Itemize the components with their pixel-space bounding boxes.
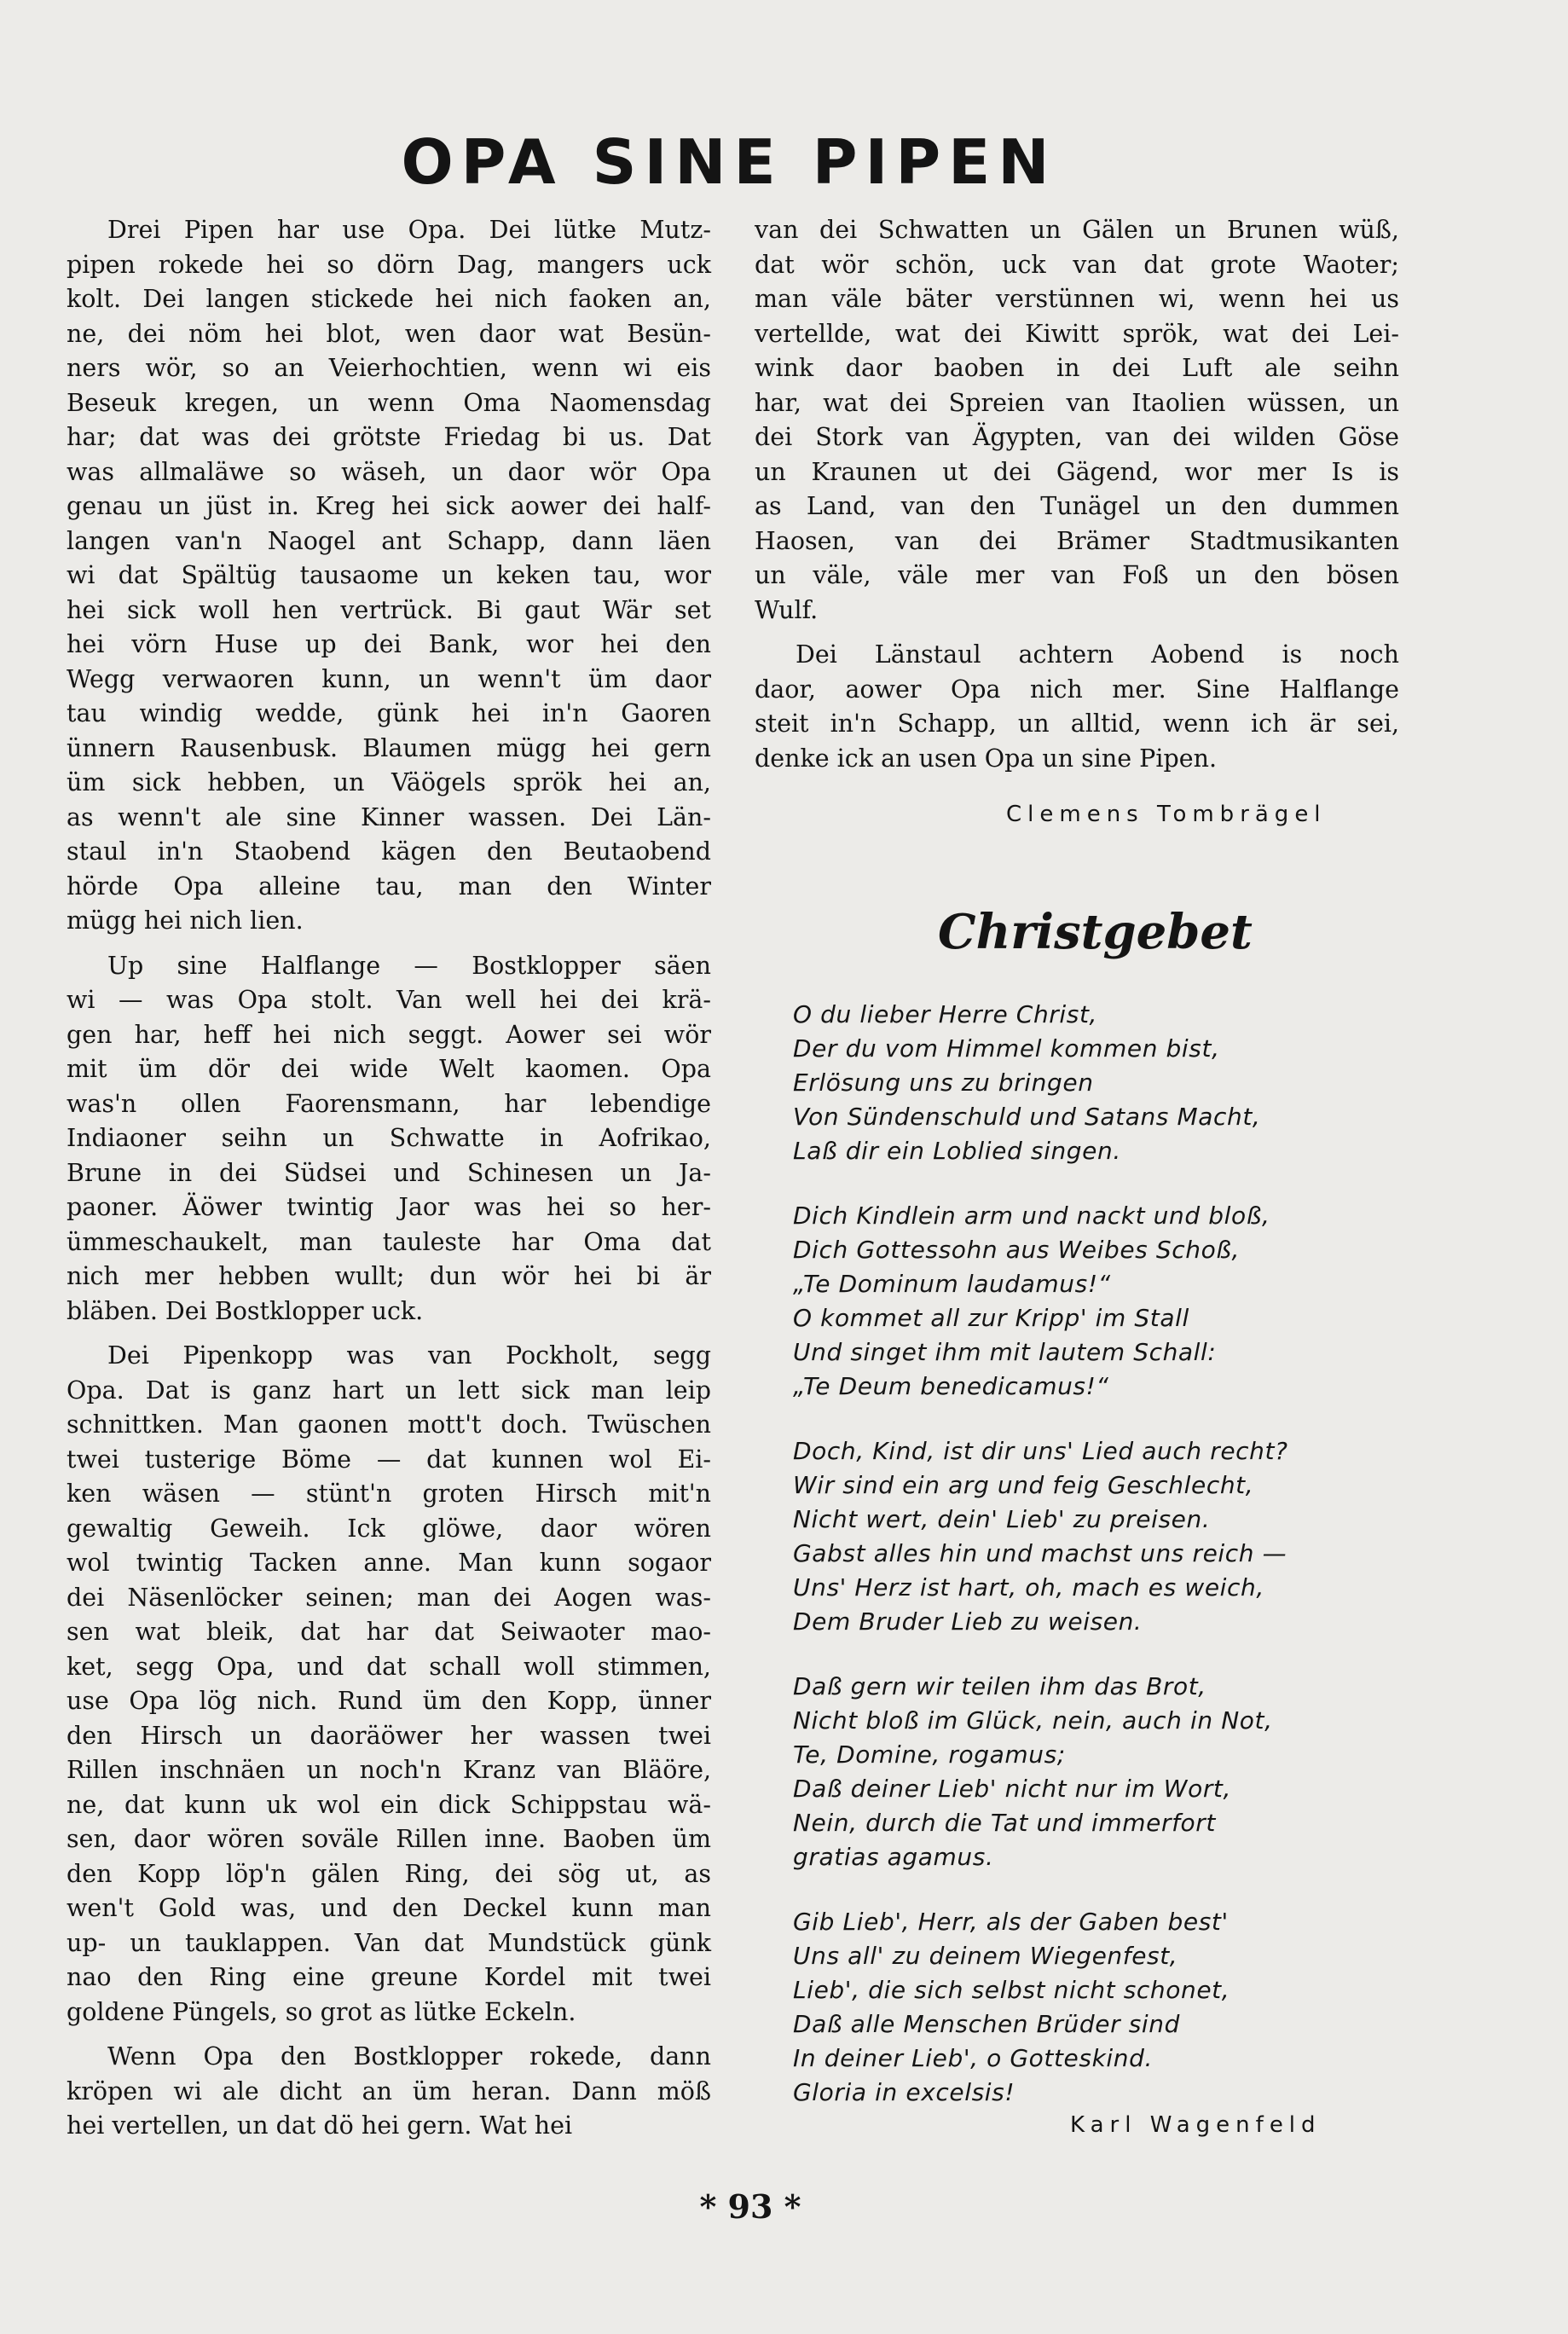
text-line: Opa. Dat is ganz hart un lett sick man leip: [67, 1375, 711, 1404]
poem-line: Te, Domine, rogamus;: [793, 1740, 1066, 1769]
page-number: * 93 *: [699, 2187, 801, 2226]
text-line: gen har, heff hei nich seggt. Aower sei wör: [67, 1020, 711, 1049]
poem-line: Wir sind ein arg und feig Geschlecht,: [793, 1471, 1254, 1499]
article-right-column: [755, 213, 1399, 786]
poem-line: Erlösung uns zu bringen: [793, 1069, 1094, 1097]
text-line: un Kraunen ut dei Gägend, wor mer Is is: [755, 457, 1399, 486]
text-line: hei vertellen, un dat dö hei gern. Wat hei: [67, 2111, 573, 2140]
paragraph: [67, 213, 711, 939]
text-line: Haosen, van dei Brämer Stadtmusikanten: [755, 526, 1399, 555]
text-line: kolt. Dei langen stickede hei nich faoken an,: [67, 285, 711, 313]
text-line: was allmaläwe so wäseh, un daor wör Opa: [67, 457, 711, 486]
text-line: un väle, väle mer van Foß un den bösen: [755, 561, 1399, 589]
text-line: daor, aower Opa nich mer. Sine Halflange: [755, 675, 1399, 704]
text-line: hei sick woll hen vertrück. Bi gaut Wär set: [67, 595, 711, 624]
text-line: ümmeschaukelt, man tauleste har Oma dat: [67, 1227, 711, 1256]
article-left-column: [67, 213, 711, 2154]
text-line: Rillen inschnäen un noch'n Kranz van Bläöre,: [67, 1756, 711, 1784]
text-line: up- un tauklappen. Van dat Mundstück günk: [67, 1928, 711, 1957]
poem-line: Nicht bloß im Glück, nein, auch in Not,: [793, 1706, 1273, 1735]
poem-line: Daß gern wir teilen ihm das Brot,: [793, 1672, 1206, 1700]
text-line: Wulf.: [755, 595, 819, 624]
text-line: wi — was Opa stolt. Van well hei dei krä-: [67, 986, 711, 1014]
text-line: pipen rokede hei so dörn Dag, mangers uck: [67, 250, 711, 279]
text-line: wen't Gold was, und den Deckel kunn man: [67, 1894, 711, 1922]
text-line: mügg hei nich lien.: [67, 906, 304, 935]
text-line: twei tusterige Böme — dat kunnen wol Ei-: [67, 1445, 711, 1474]
poem-line: Und singet ihm mit lautem Schall:: [793, 1338, 1217, 1366]
text-line: use Opa lög nich. Rund üm den Kopp, ünner: [67, 1687, 711, 1715]
text-line: üm sick hebben, un Väögels sprök hei an,: [67, 768, 711, 796]
text-line: har, wat dei Spreien van Itaolien wüssen, un: [755, 388, 1399, 417]
text-line: ne, dei nöm hei blot, wen daor wat Besün-: [67, 319, 711, 348]
text-line: sen wat bleik, dat har dat Seiwaoter mao-: [67, 1618, 711, 1646]
poem-stanza: [793, 998, 1407, 1168]
poem-line: In deiner Lieb', o Gotteskind.: [793, 2044, 1153, 2072]
text-line: steit in'n Schapp, un alltid, wenn ich är sei,: [755, 709, 1399, 738]
text-line: wol twintig Tacken anne. Man kunn sogaor: [67, 1549, 711, 1577]
poem-stanza: [793, 1670, 1407, 1874]
poem-line: gratias agamus.: [793, 1843, 994, 1871]
text-line: as Land, van den Tunägel un den dummen: [755, 492, 1399, 520]
poem-stanza: [793, 1905, 1407, 2110]
text-line: kröpen wi ale dicht an üm heran. Dann möß: [67, 2076, 711, 2105]
paragraph: [755, 638, 1399, 776]
poem-line: Von Sündenschuld und Satans Macht,: [793, 1103, 1261, 1131]
article-title: OPA SINE PIPEN: [401, 126, 1057, 198]
text-line: dei Näsenlöcker seinen; man dei Aogen was-: [67, 1583, 711, 1612]
poem-line: O kommet all zur Kripp' im Stall: [793, 1304, 1189, 1332]
paragraph: [67, 949, 711, 1329]
text-line: bläben. Dei Bostklopper uck.: [67, 1296, 424, 1325]
text-line: gewaltig Geweih. Ick glöwe, daor wören: [67, 1514, 711, 1543]
poem-line: Dem Bruder Lieb zu weisen.: [793, 1607, 1143, 1636]
poem-line: Nicht wert, dein' Lieb' zu preisen.: [793, 1505, 1211, 1533]
text-line: paoner. Äöwer twintig Jaor was hei so her-: [67, 1193, 711, 1221]
poem-line: O du lieber Herre Christ,: [793, 1000, 1098, 1028]
poem-line: Gabst alles hin und machst uns reich —: [793, 1539, 1287, 1567]
text-line: dat wör schön, uck van dat grote Waoter;: [755, 250, 1399, 279]
text-line: staul in'n Staobend kägen den Beutaobend: [67, 837, 711, 866]
text-line: van dei Schwatten un Gälen un Brunen wüß,: [755, 216, 1399, 244]
paragraph: [67, 1339, 711, 2030]
text-line: langen van'n Naogel ant Schapp, dann läen: [67, 526, 711, 555]
text-line: ünnern Rausenbusk. Blaumen mügg hei gern: [67, 733, 711, 762]
poem-line: „Te Deum benedicamus!“: [793, 1372, 1109, 1400]
poem-line: Daß alle Menschen Brüder sind: [793, 2010, 1180, 2038]
text-line: dei Stork van Ägypten, van dei wilden Göse: [755, 423, 1399, 451]
poem-body: [793, 998, 1407, 2140]
poem-line: Nein, durch die Tat und immerfort: [793, 1809, 1216, 1837]
poem-line: Der du vom Himmel kommen bist,: [793, 1034, 1220, 1063]
article-author: Clemens Tombrägel: [1006, 802, 1327, 827]
text-line: goldene Püngels, so grot as lütke Eckeln.: [67, 1997, 576, 2026]
poem-stanza: [793, 1199, 1407, 1404]
text-line: Up sine Halflange — Bostklopper säen: [107, 951, 711, 980]
poem-line: Uns' Herz ist hart, oh, mach es weich,: [793, 1573, 1264, 1601]
poem-line: Dich Kindlein arm und nackt und bloß,: [793, 1202, 1270, 1230]
text-line: Indiaoner seihn un Schwatte in Aofrikao,: [67, 1124, 711, 1152]
text-line: Dei Pipenkopp was van Pockholt, segg: [107, 1341, 711, 1370]
text-line: tau windig wedde, günk hei in'n Gaoren: [67, 699, 711, 727]
text-line: nich mer hebben wullt; dun wör hei bi är: [67, 1262, 711, 1290]
text-line: mit üm dör dei wide Welt kaomen. Opa: [67, 1055, 711, 1083]
poem-stanza: [793, 1434, 1407, 1639]
poem-line: Doch, Kind, ist dir uns' Lied auch recht?: [793, 1437, 1288, 1465]
text-line: man väle bäter verstünnen wi, wenn hei us: [755, 285, 1399, 313]
text-line: hei vörn Huse up dei Bank, wor hei den: [67, 630, 711, 658]
text-line: ket, segg Opa, und dat schall woll stimmen,: [67, 1652, 711, 1681]
text-line: schnittken. Man gaonen mott't doch. Twüschen: [67, 1410, 711, 1439]
text-line: vertellde, wat dei Kiwitt sprök, wat dei Lei-: [755, 319, 1399, 348]
text-line: denke ick an usen Opa un sine Pipen.: [755, 744, 1218, 773]
poem-line: Gib Lieb', Herr, als der Gaben best': [793, 1908, 1229, 1936]
poem-author: Karl Wagenfeld: [1070, 2112, 1322, 2138]
text-line: ne, dat kunn uk wol ein dick Schippstau wä-: [67, 1790, 711, 1819]
text-line: Beseuk kregen, un wenn Oma Naomensdag: [67, 388, 711, 417]
text-line: was'n ollen Faorensmann, har lebendige: [67, 1089, 711, 1118]
poem-line: Gloria in excelsis!: [793, 2078, 1015, 2106]
text-line: Brune in dei Südsei und Schinesen un Ja-: [67, 1158, 711, 1187]
text-line: hörde Opa alleine tau, man den Winter: [67, 872, 711, 901]
poem-line: „Te Dominum laudamus!“: [793, 1270, 1111, 1298]
text-line: genau un jüst in. Kreg hei sick aower dei half-: [67, 492, 711, 520]
text-line: sen, daor wören soväle Rillen inne. Baoben üm: [67, 1825, 711, 1853]
poem-line: Dich Gottessohn aus Weibes Schoß,: [793, 1236, 1241, 1264]
text-line: as wenn't ale sine Kinner wassen. Dei Län-: [67, 802, 711, 831]
text-line: Drei Pipen har use Opa. Dei lütke Mutz-: [107, 216, 711, 244]
text-line: wi dat Spältüg tausaome un keken tau, wor: [67, 561, 711, 589]
text-line: Wenn Opa den Bostklopper rokede, dann: [107, 2042, 711, 2070]
poem-line: Laß dir ein Loblied singen.: [793, 1137, 1121, 1165]
paragraph: [755, 213, 1399, 628]
poem-line: Uns all' zu deinem Wiegenfest,: [793, 1942, 1178, 1970]
text-line: ken wäsen — stünt'n groten Hirsch mit'n: [67, 1480, 711, 1508]
poem-line: Daß deiner Lieb' nicht nur im Wort,: [793, 1775, 1232, 1803]
text-line: Wegg verwaoren kunn, un wenn't üm daor: [67, 664, 711, 693]
poem-line: Lieb', die sich selbst nicht schonet,: [793, 1976, 1230, 2004]
text-line: wink daor baoben in dei Luft ale seihn: [755, 354, 1399, 382]
text-line: ners wör, so an Veierhochtien, wenn wi eis: [67, 354, 711, 382]
poem-title: Christgebet: [938, 904, 1253, 960]
text-line: nao den Ring eine greune Kordel mit twei: [67, 1963, 711, 1991]
text-line: den Hirsch un daoräöwer her wassen twei: [67, 1721, 711, 1750]
text-line: har; dat was dei grötste Friedag bi us. Dat: [67, 423, 711, 451]
paragraph: [67, 2040, 711, 2144]
text-line: den Kopp löp'n gälen Ring, dei sög ut, as: [67, 1859, 711, 1888]
text-line: Dei Länstaul achtern Aobend is noch: [796, 640, 1399, 669]
